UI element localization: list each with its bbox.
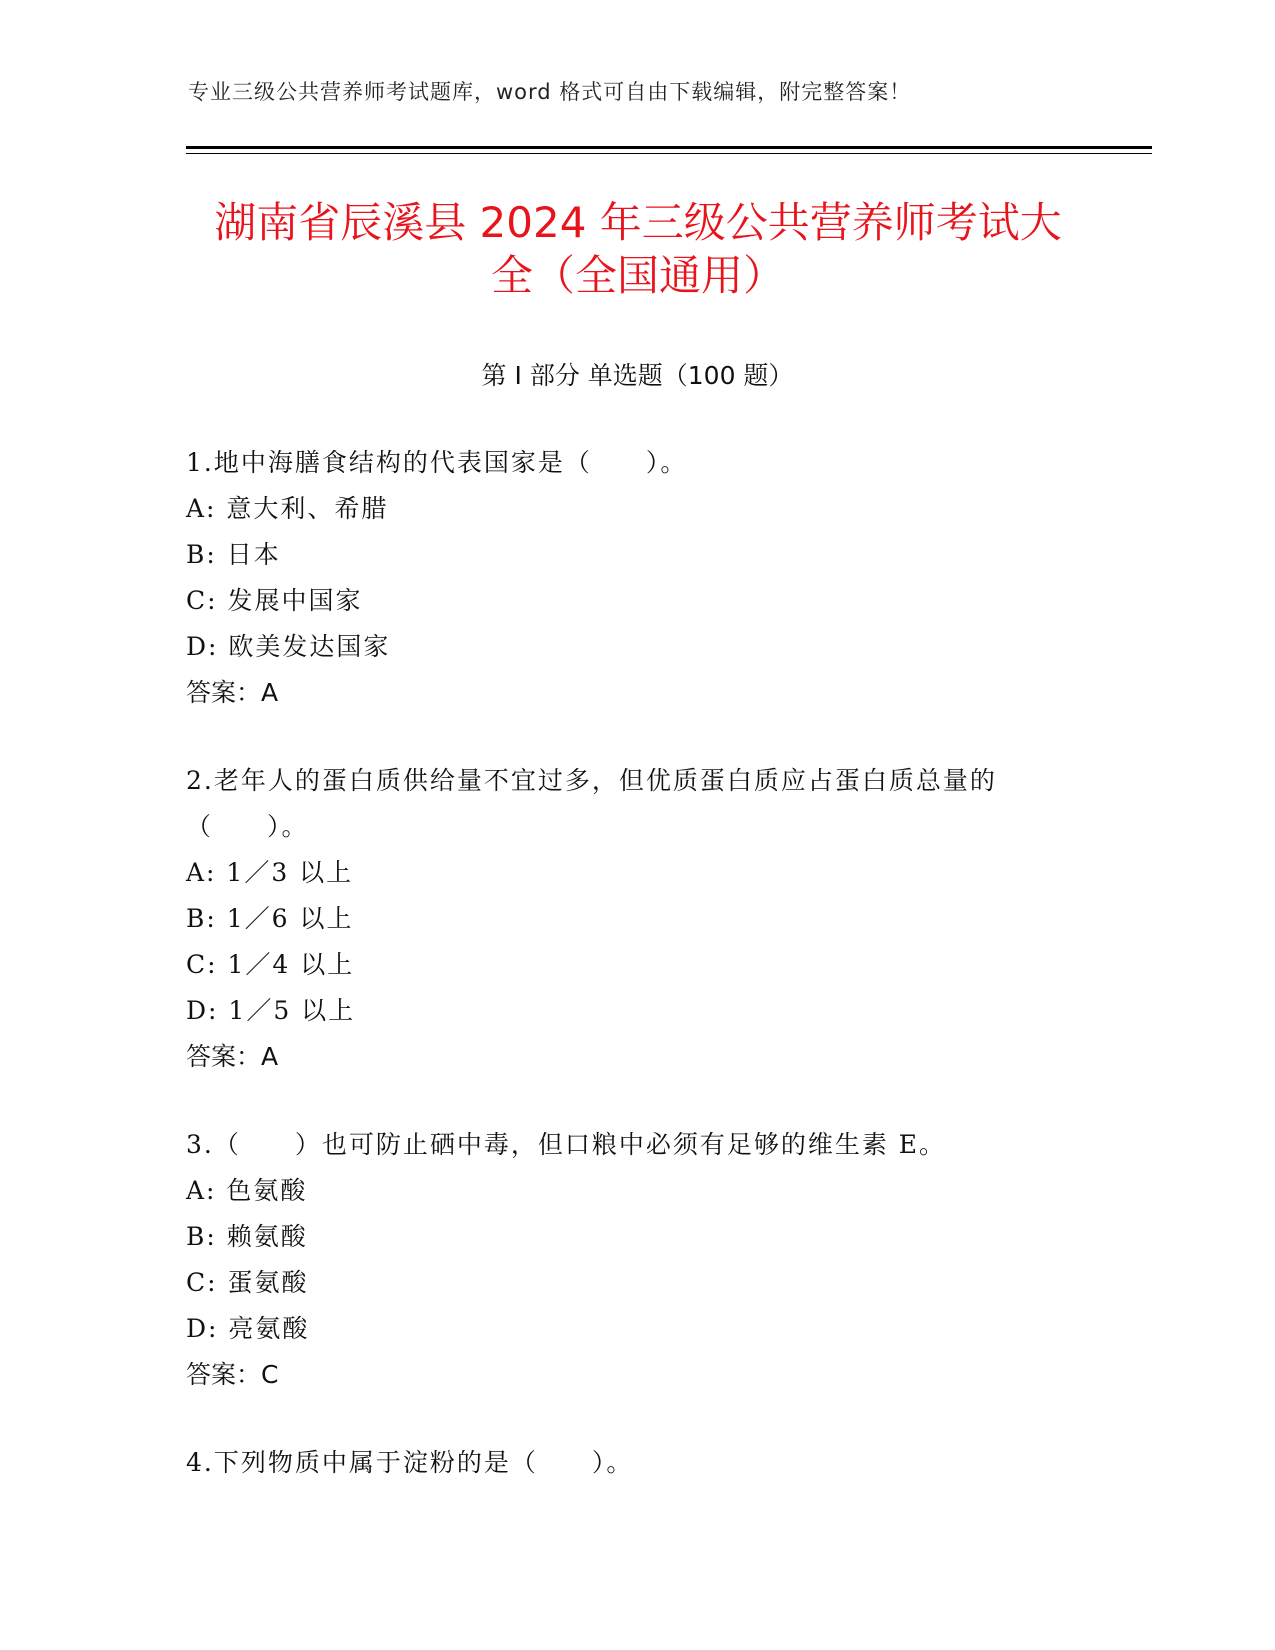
answer: 答案：C [186, 1360, 279, 1389]
option-d: D: 亮氨酸 [186, 1314, 310, 1343]
option-c: C: 1／4 以上 [186, 950, 355, 979]
question-item [186, 1122, 1086, 1398]
document-title-line-2: 全（全国通用） [490, 251, 785, 300]
option-d: D: 1／5 以上 [186, 996, 356, 1025]
header-rule-thin [186, 153, 1152, 154]
section-heading: 第 I 部分 单选题（100 题） [481, 361, 794, 390]
option-a: A: 1／3 以上 [186, 858, 354, 887]
option-b: B: 赖氨酸 [186, 1222, 308, 1251]
question-list [186, 440, 1086, 1528]
question-stem: 1.地中海膳食结构的代表国家是（ ）。 [186, 448, 688, 477]
option-a: A: 意大利、希腊 [186, 494, 389, 523]
question-stem: 3.（ ）也可防止硒中毒，但口粮中必须有足够的维生素 E。 [186, 1130, 947, 1159]
option-d: D: 欧美发达国家 [186, 632, 391, 661]
option-b: B: 日本 [186, 540, 281, 569]
question-item [186, 758, 1086, 1080]
option-c: C: 蛋氨酸 [186, 1268, 309, 1297]
answer: 答案：A [186, 1042, 279, 1071]
document-title-line-1: 湖南省辰溪县 2024 年三级公共营养师考试大 [214, 198, 1062, 247]
option-c: C: 发展中国家 [186, 586, 363, 615]
question-item [186, 1440, 1086, 1486]
option-b: B: 1／6 以上 [186, 904, 354, 933]
question-item [186, 440, 1086, 716]
document-title [150, 196, 1126, 302]
header-rule [186, 146, 1152, 149]
answer: 答案：A [186, 678, 279, 707]
question-stem: 2.老年人的蛋白质供给量不宜过多，但优质蛋白质应占蛋白质总量的（ ）。 [186, 766, 997, 841]
question-stem: 4.下列物质中属于淀粉的是（ ）。 [186, 1448, 634, 1477]
header-note: 专业三级公共营养师考试题库，word 格式可自由下载编辑，附完整答案！ [188, 80, 912, 104]
option-a: A: 色氨酸 [186, 1176, 308, 1205]
